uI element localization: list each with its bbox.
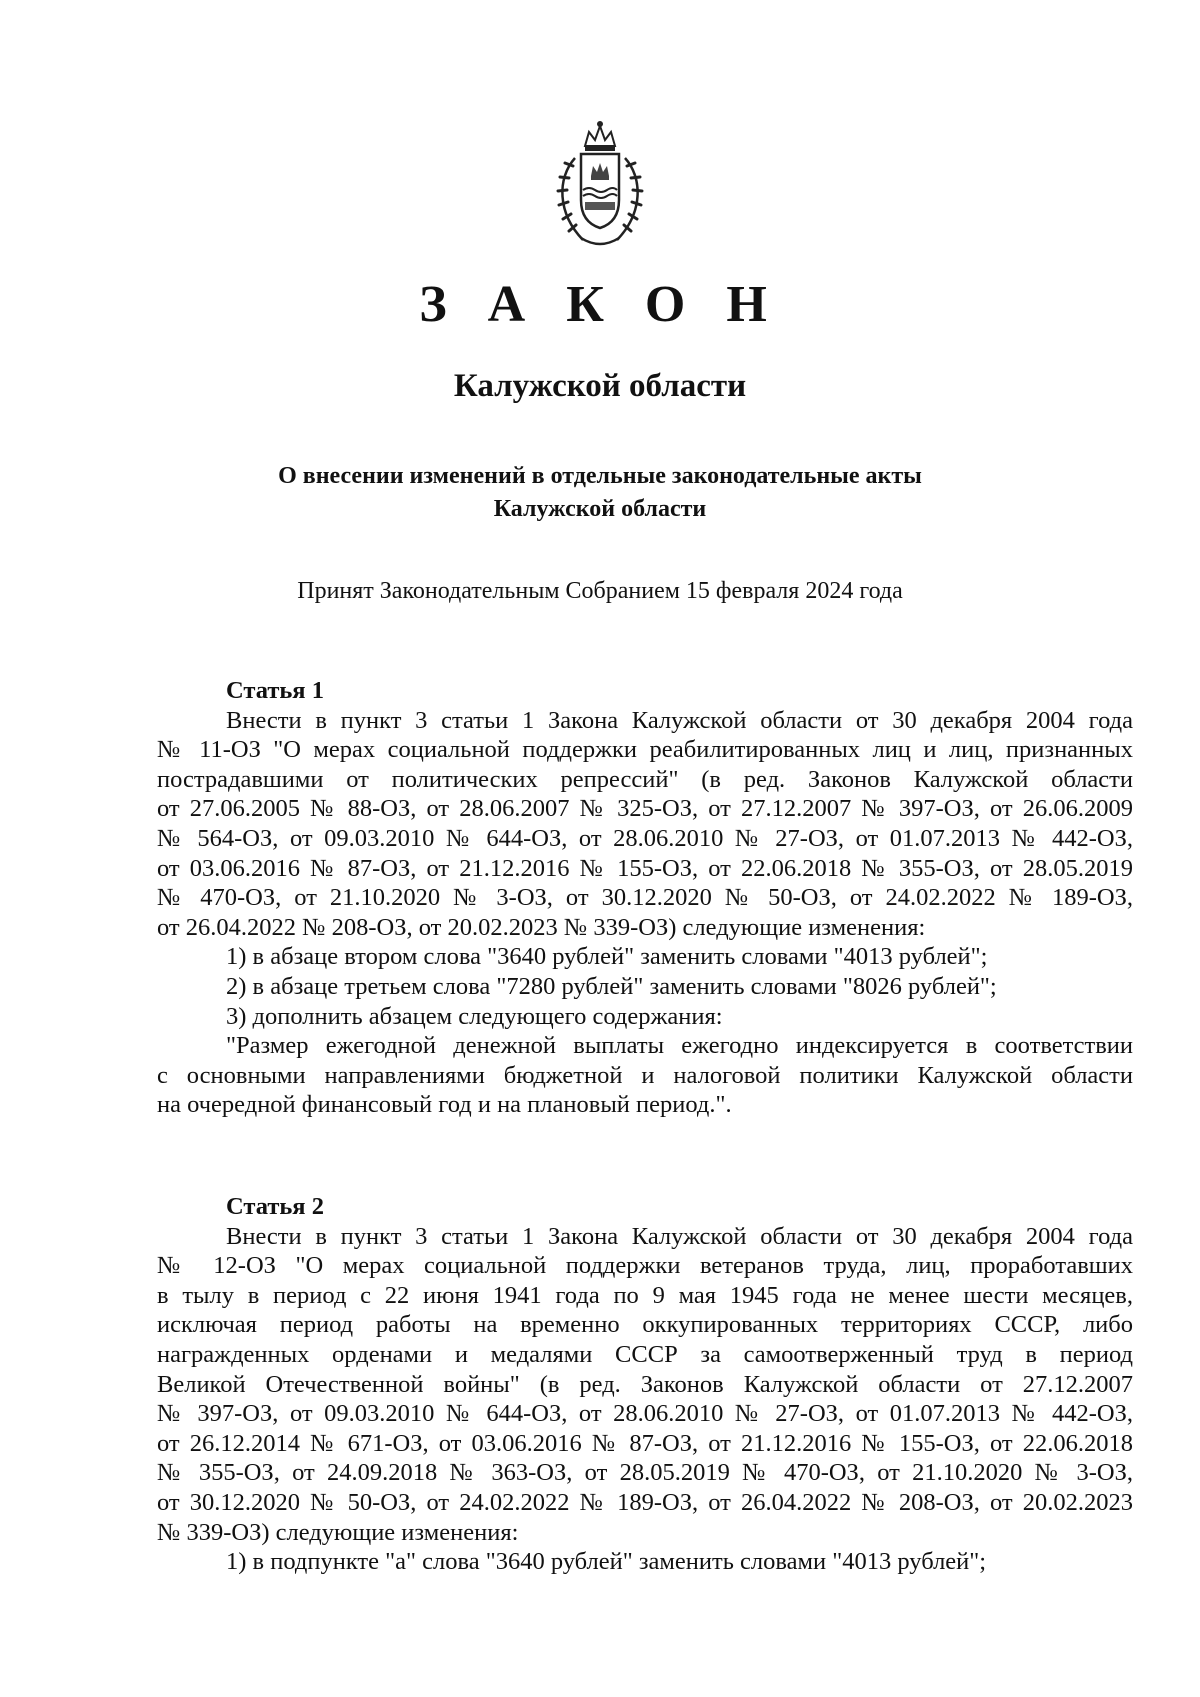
subject-line: О внесении изменений в отдельные законодательные акты (278, 463, 922, 489)
article-text-line: в тылу в период с 22 июня 1941 года по 9 мая 1945 года не менее шести месяцев, (157, 1281, 1133, 1309)
document-region: Калужской области (453, 368, 747, 404)
article-text-line: 3) дополнить абзацем следующего содержания: (226, 1002, 723, 1030)
article-text-line: № 339-ОЗ) следующие изменения: (157, 1518, 519, 1546)
article-text-line: от 26.04.2022 № 208-ОЗ, от 20.02.2023 № 339-ОЗ) следующие изменения: (157, 913, 926, 941)
adoption-note: Принят Законодательным Собранием 15 февраля 2024 года (297, 578, 903, 604)
article-heading: Статья 2 (226, 1193, 324, 1220)
article-text-line: № 12-ОЗ "О мерах социальной поддержки ветеранов труда, лиц, проработавших (157, 1252, 1133, 1280)
article-text-line: 1) в абзаце втором слова "3640 рублей" заменить словами "4013 рублей"; (226, 943, 988, 971)
article-text-line: от 03.06.2016 № 87-ОЗ, от 21.12.2016 № 155-ОЗ, от 22.06.2018 № 355-ОЗ, от 28.05.2019 (157, 854, 1133, 882)
article-text-line: исключая период работы на временно оккупированных территориях СССР, либо (157, 1311, 1133, 1339)
article-text-line: пострадавшими от политических репрессий" (в ред. Законов Калужской области (157, 765, 1133, 793)
coat-of-arms-icon (545, 118, 655, 253)
article-text-line: Внести в пункт 3 статьи 1 Закона Калужской области от 30 декабря 2004 года (226, 1222, 1133, 1250)
article-text-line: Внести в пункт 3 статьи 1 Закона Калужской области от 30 декабря 2004 года (226, 706, 1133, 734)
article-text-line: на очередной финансовый год и на плановый период.". (157, 1091, 732, 1119)
article-text-line: Великой Отечественной войны" (в ред. Законов Калужской области от 27.12.2007 (157, 1370, 1133, 1398)
article-1 (157, 676, 1133, 1120)
subject-line: Калужской области (493, 496, 707, 522)
article-text-line: № 470-ОЗ, от 21.10.2020 № 3-ОЗ, от 30.12.2020 № 50-ОЗ, от 24.02.2022 № 189-ОЗ, (157, 884, 1133, 912)
article-text-line: № 564-ОЗ, от 09.03.2010 № 644-ОЗ, от 28.06.2010 № 27-ОЗ, от 01.07.2013 № 442-ОЗ, (157, 824, 1133, 852)
article-text-line: № 11-ОЗ "О мерах социальной поддержки реабилитированных лиц и лиц, признанных (157, 736, 1133, 764)
article-text-line: № 397-ОЗ, от 09.03.2010 № 644-ОЗ, от 28.06.2010 № 27-ОЗ, от 01.07.2013 № 442-ОЗ, (157, 1400, 1133, 1428)
article-2 (157, 1192, 1133, 1577)
document-title: З А К О Н (419, 276, 781, 333)
document-subject (0, 460, 1200, 526)
article-text-line: 2) в абзаце третьем слова "7280 рублей" заменить словами "8026 рублей"; (226, 972, 997, 1000)
article-text-line: № 355-ОЗ, от 24.09.2018 № 363-ОЗ, от 28.05.2019 № 470-ОЗ, от 21.10.2020 № 3-ОЗ, (157, 1459, 1133, 1487)
article-text-line: награжденных орденами и медалями СССР за самоотверженный труд в период (157, 1340, 1133, 1368)
article-text-line: с основными направлениями бюджетной и налоговой политики Калужской области (157, 1061, 1133, 1089)
article-heading: Статья 1 (226, 677, 324, 704)
article-text-line: от 26.12.2014 № 671-ОЗ, от 03.06.2016 № 87-ОЗ, от 21.12.2016 № 155-ОЗ, от 22.06.2018 (157, 1429, 1133, 1457)
article-text-line: от 27.06.2005 № 88-ОЗ, от 28.06.2007 № 325-ОЗ, от 27.12.2007 № 397-ОЗ, от 26.06.2009 (157, 795, 1133, 823)
article-text-line: от 30.12.2020 № 50-ОЗ, от 24.02.2022 № 189-ОЗ, от 26.04.2022 № 208-ОЗ, от 20.02.2023 (157, 1488, 1133, 1516)
article-text-line: "Размер ежегодной денежной выплаты ежегодно индексируется в соответствии (226, 1032, 1133, 1060)
article-text-line: 1) в подпункте "а" слова "3640 рублей" заменить словами "4013 рублей"; (226, 1548, 987, 1576)
